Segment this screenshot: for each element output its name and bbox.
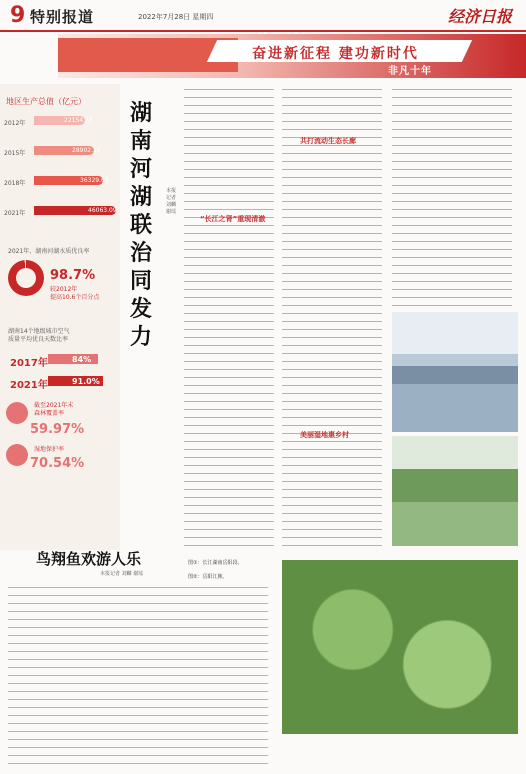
section-title: 特别报道 [30, 8, 95, 26]
gdp-bar [34, 116, 93, 125]
air-2021-pct: 91.0% [72, 377, 100, 386]
article-column [184, 86, 274, 546]
bar-label: 2018年 [4, 180, 26, 187]
photo-lotus-pond [282, 560, 518, 734]
forest-icon [6, 402, 28, 424]
gdp-bar-chart [0, 112, 120, 242]
second-byline: 本报记者 刘麟 谢瑶 [100, 571, 144, 577]
photo-river-city [392, 312, 518, 432]
article-column [282, 86, 382, 546]
bar-label: 2015年 [4, 150, 26, 157]
air-year-2017: 2017年 [10, 358, 48, 369]
infographic-panel [0, 84, 120, 550]
wetland-percent: 70.54% [30, 456, 85, 471]
issue-date: 2022年7月28日 星期四 [138, 13, 214, 21]
water-caption: 2021年，湖南河湖水质优良率 [8, 248, 90, 255]
main-byline: 本报记者 刘麟 谢瑶 [166, 188, 177, 215]
water-quality-percent: 98.7% [50, 268, 96, 283]
air-bar-2021 [48, 376, 103, 386]
banner-title: 奋进新征程 建功新时代 [252, 46, 419, 62]
theme-banner [58, 34, 526, 78]
gdp-bar [34, 146, 101, 155]
wetland-caption: 湿地保护率 [34, 446, 65, 453]
bar-value: 36329.68 [80, 177, 109, 184]
bar-value: 46063.09 [88, 207, 117, 214]
gdp-bar [34, 206, 116, 215]
newspaper-logo: 经济日报 [447, 7, 512, 26]
page-number: 9 [10, 3, 26, 28]
forest-caption-1: 截至2021年末 [34, 402, 74, 409]
article-column [392, 86, 512, 306]
page-header [0, 0, 526, 32]
gdp-bar [34, 176, 109, 185]
subheading: 共打流动生态长廊 [300, 137, 356, 145]
bar-label: 2012年 [4, 120, 26, 127]
forest-caption-2: 森林覆盖率 [34, 410, 65, 417]
forest-percent: 59.97% [30, 422, 85, 437]
photo-caption: 图①：长江湖南岳阳段。 [188, 560, 243, 566]
air-caption-1: 湖南14个地级城市空气 [8, 328, 70, 335]
water-note-1: 较2012年 [50, 286, 78, 293]
bar-value: 22154.23 [64, 117, 93, 124]
bar-label: 2021年 [4, 210, 26, 217]
gdp-title: 地区生产总值（亿元） [6, 97, 86, 106]
photo-wetland [392, 436, 518, 546]
subheading: 美丽湿地惠乡村 [300, 431, 349, 439]
air-2017-pct: 84% [72, 355, 92, 364]
bar-value: 28902.21 [72, 147, 101, 154]
wetland-icon [6, 444, 28, 466]
air-bar-2017 [48, 354, 98, 364]
air-caption-2: 质量平均优良天数比率 [8, 336, 69, 343]
water-note-2: 提高10.6个百分点 [50, 294, 100, 301]
banner-subtitle: 非凡十年 [388, 66, 432, 77]
second-article-text [8, 584, 268, 764]
second-headline: 鸟翔鱼欢游人乐 [36, 550, 142, 568]
air-year-2021: 2021年 [10, 380, 48, 391]
photo-caption: 图②：岳阳江豚。 [188, 574, 228, 580]
subheading: “长江之肾”重现清澈 [200, 215, 266, 223]
main-headline: 湖南河湖联治同发力 [130, 101, 153, 350]
